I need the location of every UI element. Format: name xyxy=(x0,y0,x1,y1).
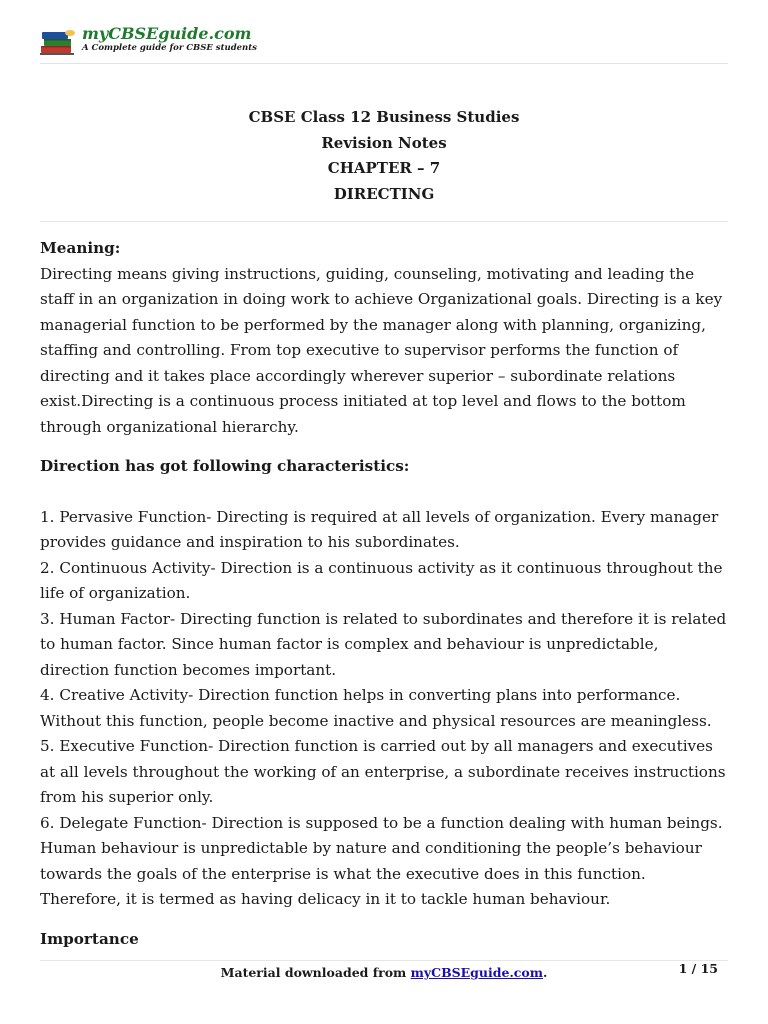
logo-tagline: A Complete guide for CBSE students xyxy=(82,43,257,53)
page-number: 1 / 15 xyxy=(678,961,718,976)
characteristic-item: 5. Executive Function- Direction function is carried out by all managers and executives at all levels throughout the working of an enterprise, a subordinate receives instructions from his superior only. xyxy=(40,737,726,806)
logo-name: myCBSEguide.com xyxy=(82,24,252,43)
characteristic-item: 6. Delegate Function- Direction is supposed to be a function dealing with human beings. Human behaviour is unpredictable by nature and conditioning the people’s behaviour towards the goals of the enterprise is what the executive does in this function. Therefore, it is termed as having delicacy in it to tackle human behaviour. xyxy=(40,813,723,908)
page-header xyxy=(40,25,728,64)
meaning-heading: Meaning: xyxy=(40,239,121,257)
characteristic-item: 4. Creative Activity- Direction function helps in converting plans into performance. Without this function, people become inactive and physical resources are meaningless. xyxy=(40,686,712,730)
characteristic-item: 1. Pervasive Function- Directing is required at all levels of organization. Every manager provides guidance and inspiration to his subordinates. xyxy=(40,507,719,551)
importance-heading: Importance xyxy=(40,929,139,948)
document-title-block xyxy=(40,105,728,207)
title-divider xyxy=(40,221,728,222)
title-line-1: CBSE Class 12 Business Studies xyxy=(248,108,520,126)
books-logo-icon xyxy=(40,27,76,57)
characteristics-heading: Direction has got following characteristics: xyxy=(40,457,410,475)
title-line-3: CHAPTER – 7 xyxy=(327,159,441,177)
footer-prefix: Material downloaded from xyxy=(220,965,411,980)
footer-suffix: . xyxy=(542,965,548,980)
title-line-2: Revision Notes xyxy=(321,133,447,152)
logo-text xyxy=(82,25,257,54)
footer-note xyxy=(40,965,728,980)
title-line-4: DIRECTING xyxy=(333,184,435,203)
page-footer xyxy=(40,960,728,980)
footer-site-link[interactable]: myCBSEguide.com xyxy=(410,965,543,980)
characteristic-item: 3. Human Factor- Directing function is related to subordinates and therefore it is related to human factor. Since human factor is complex and behaviour is unpredictable, direction function becomes important. xyxy=(40,609,727,679)
characteristic-item: 2. Continuous Activity- Direction is a continuous activity as it continuous throughout the life of organization. xyxy=(40,558,723,602)
document-body xyxy=(40,236,730,952)
meaning-paragraph: Directing means giving instructions, guiding, counseling, motivating and leading the staff in an organization in doing work to achieve Organizational goals. Directing is a key managerial function to be performed by the manager along with planning, organizing, staffing and controlling. From top executive to supervisor performs the function of directing and it takes place accordingly wherever superior – subordinate relations exist.Directing is a continuous process initiated at top level and flows to the bottom through organizational hierarchy. xyxy=(40,264,723,436)
